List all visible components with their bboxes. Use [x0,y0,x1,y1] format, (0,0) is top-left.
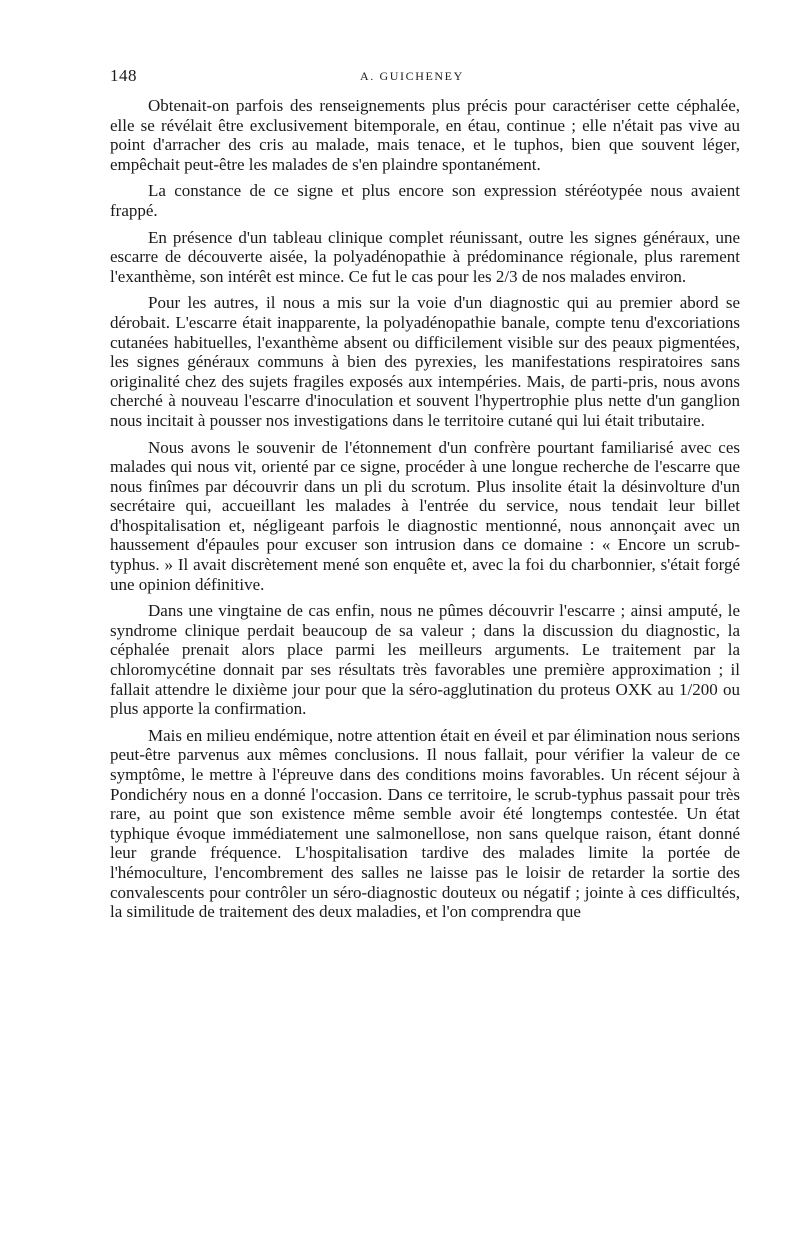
page-header [110,66,740,88]
body-text [110,96,740,929]
paragraph-vingtaine-de-cas: Dans une vingtaine de cas enfin, nous ne pûmes découvrir l'escarre ; ainsi amputé, le syndrome clinique perdait beaucoup de sa valeur ; dans la discussion du diagnostic, la céphalée prenait alors place parmi les meilleurs arguments. Le traitement par la chloromycétine donnait par ses résultats très favorables une première approximation ; il fallait attendre le dixième jour pour que la séro-agglutination du proteus OXK au 1/200 ou plus apporte la confirmation. [110,601,740,719]
paragraph-constance: La constance de ce signe et plus encore son expression stéréotypée nous avaient frappé. [110,181,740,220]
paragraph-autres-cas: Pour les autres, il nous a mis sur la voie d'un diagnostic qui au premier abord se dérobait. L'escarre était inapparente, la polyadénopathie banale, compte tenu d'excoriations cutanées habituelles, l'exanthème absent ou difficilement visible sur des peaux pigmentées, les signes généraux communs à bien des pyrexies, les manifestations respiratoires sans originalité chez des sujets fragiles exposés aux intempéries. Mais, de parti-pris, nous avons cherché à nouveau l'escarre d'inoculation et souvent l'hypertrophie plus nette d'un ganglion nous incitait à pousser nos investigations dans le territoire cutané qui lui était tributaire. [110,293,740,430]
paragraph-tableau-clinique: En présence d'un tableau clinique complet réunissant, outre les signes généraux, une escarre de découverte aisée, la polyadénopathie à prédominance régionale, plus rarement l'exanthème, son intérêt est mince. Ce fut le cas pour les 2/3 de nos malades environ. [110,227,740,286]
page-number: 148 [110,66,137,85]
paragraph-cephalee: Obtenait-on parfois des renseignements plus précis pour caractériser cette céphalée, elle se révélait être exclusivement bitemporale, en étau, continue ; elle n'était pas vive au point d'arracher des cris au malade, mais tenace, et le tuphos, bien que souvent léger, empêchait peut-être les malades de s'en plaindre spontanément. [110,96,740,174]
paragraph-milieu-endemique: Mais en milieu endémique, notre attention était en éveil et par élimination nous serions peut-être parvenus aux mêmes conclusions. Il nous fallait, pour vérifier la valeur de ce symptôme, le mettre à l'épreuve dans des conditions moins favorables. Un récent séjour à Pondichéry nous en a donné l'occasion. Dans ce territoire, le scrub-typhus passait pour très rare, au point que son existence même semble avoir été longtemps contestée. Un état typhique évoque immédiatement une salmonellose, non sans quelque raison, étant donné leur grande fréquence. L'hospitalisation tardive des malades limite la portée de l'hémoculture, l'encombrement des salles ne laisse pas le loisir de retarder la sortie des convalescents pour contrôler un séro-diagnostic douteux ou négatif ; jointe à ces difficultés, la similitude de traitement des deux maladies, et l'on comprendra que [110,725,741,922]
paragraph-souvenir: Nous avons le souvenir de l'étonnement d'un confrère pourtant familiarisé avec ces malades qui nous vit, orienté par ce signe, procéder à une longue recherche de l'escarre que nous finîmes par découvrir dans un pli du scrotum. Plus insolite était la désinvolture d'un secrétaire qui, accueillant les malades à l'entrée du service, nous tendait leur billet d'hospitalisation et, négligeant parfois le diagnostic mentionné, nous annonçait avec un haussement d'épaules pour excuser son intrusion dans ce domaine : « Encore un scrub-typhus. » Il avait discrètement mené son enquête et, avec la foi du charbonnier, s'était forgé une opinion définitive. [110,437,740,594]
running-head: A. GUICHENEY [360,69,464,83]
